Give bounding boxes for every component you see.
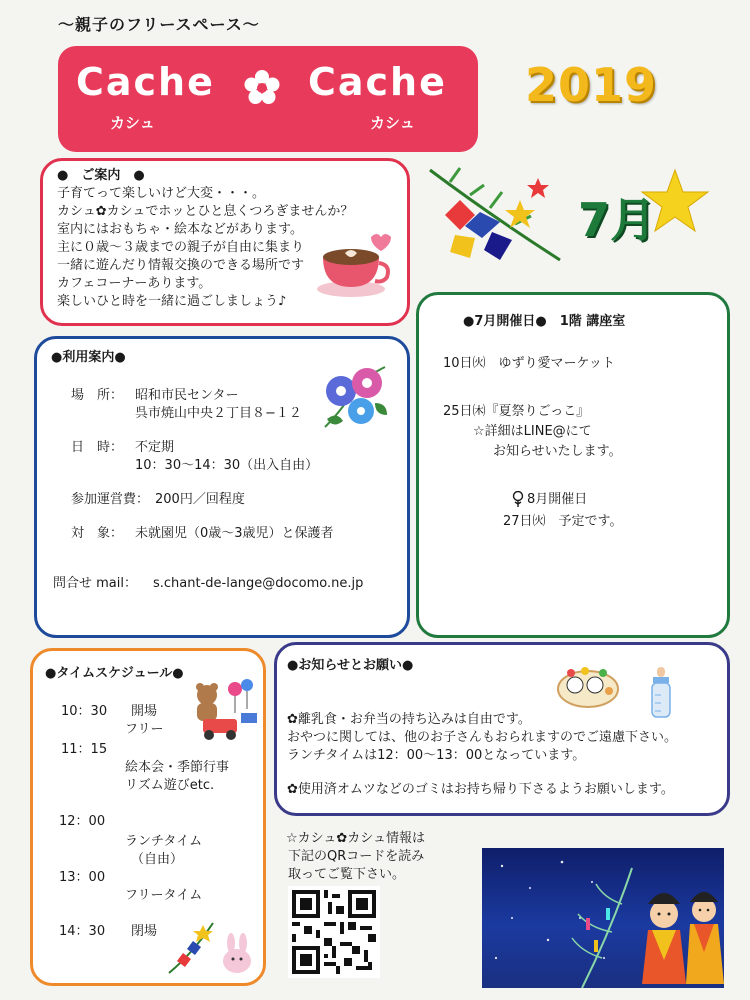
address-value: 呉市焼山中央２丁目８−１２ xyxy=(135,406,302,421)
schedule-time: 14：30 xyxy=(59,924,106,939)
contact-email[interactable]: s.chant-de-lange@docomo.ne.jp xyxy=(153,576,364,591)
contact-label: 問合せ mail： xyxy=(53,576,137,591)
next-month-date: 27日㈫ 予定です。 xyxy=(503,514,623,529)
schedule-item: 絵本会・季節行事 xyxy=(125,760,230,775)
time-label: 日 時： xyxy=(71,440,124,455)
event-2: 25日㈭『夏祭りごっこ』 xyxy=(443,404,590,419)
coffee-cup-icon xyxy=(315,233,395,299)
target-value: 未就園児（0歳〜3歳児）と保護者 xyxy=(135,526,334,541)
page-subtitle: 〜親子のフリースペース〜 xyxy=(58,15,260,34)
notice-panel xyxy=(274,642,730,816)
schedule-item: フリータイム xyxy=(125,888,203,903)
fee-value: 200円／回程度 xyxy=(155,492,245,507)
toys-icon xyxy=(189,679,261,741)
schedule-item: ランチタイム xyxy=(125,834,203,849)
year-label: 2019 xyxy=(525,58,658,112)
usage-panel xyxy=(34,336,410,638)
event-1: 10日㈫ ゆずり愛マーケット xyxy=(443,356,615,371)
schedule-time: 12：00 xyxy=(59,814,106,829)
banner-kana-right: カシュ xyxy=(370,114,415,132)
schedule-title: ●タイムスケジュール● xyxy=(45,666,184,681)
next-month-title: 8月開催日 xyxy=(527,492,588,507)
schedule-time: 11：15 xyxy=(61,742,108,757)
event-2-note-1: ☆詳細はLINE@にて xyxy=(473,424,592,439)
info-line: 主に０歳〜３歳までの親子が自由に集まり xyxy=(57,240,305,255)
schedule-time: 10：30 xyxy=(61,704,108,719)
tanabata-night-illustration xyxy=(482,848,724,988)
schedule-panel xyxy=(30,648,266,986)
info-line: カシュ✿カシュでホッとひと息くつろぎませんか？ xyxy=(57,204,354,219)
place-value: 昭和市民センター xyxy=(135,388,239,403)
fee-label: 参加運営費： xyxy=(71,492,150,507)
time-value: 不定期 xyxy=(135,440,175,455)
banner-word-right: Cache xyxy=(308,60,447,104)
hours-value: 10：30〜14：30（出入自由） xyxy=(135,458,319,473)
qr-text: ☆カシュ✿カシュ情報は xyxy=(286,831,426,846)
schedule-item: フリー xyxy=(125,722,164,737)
events-panel xyxy=(416,292,730,638)
notice-line: ✿使用済オムツなどのゴミはお持ち帰り下さるようお願いします。 xyxy=(287,782,674,797)
info-panel xyxy=(40,158,410,326)
schedule-item: （自由） xyxy=(131,852,184,867)
notice-line: おやつに関しては、他のお子さんもおられますのでご遠慮下さい。 xyxy=(287,730,678,745)
notice-title: ●お知らせとお願い● xyxy=(287,658,414,673)
morning-glory-icon xyxy=(315,357,395,437)
title-banner xyxy=(58,46,478,152)
usage-title: ●利用案内● xyxy=(51,350,126,365)
events-title: ●7月開催日● 1階 講座室 xyxy=(463,314,626,329)
flower-icon xyxy=(244,70,280,106)
schedule-item: 開場 xyxy=(131,704,158,719)
qr-text: 下記のQRコードを読み xyxy=(288,849,425,864)
qr-code-icon[interactable] xyxy=(288,886,380,978)
info-line: 室内にはおもちゃ・絵本などがあります。 xyxy=(57,222,303,237)
info-line: 一緒に遊んだり情報交換のできる場所です xyxy=(57,258,305,273)
schedule-item: 閉場 xyxy=(131,924,158,939)
info-line: 楽しいひと時を一緒に過ごしましょう♪ xyxy=(57,294,287,309)
place-label: 場 所： xyxy=(71,388,124,403)
schedule-time: 13：00 xyxy=(59,870,106,885)
baby-bottle-icon xyxy=(647,665,675,721)
info-title: ● ご案内 ● xyxy=(57,168,145,183)
month-label: 7月 xyxy=(578,193,657,247)
tanabata-bamboo-icon xyxy=(420,160,570,270)
banner-kana-left: カシュ xyxy=(110,114,155,132)
schedule-item: リズム遊びetc. xyxy=(125,778,215,793)
banner-word-left: Cache xyxy=(76,60,215,104)
qr-text: 取ってご覧下さい。 xyxy=(288,867,406,882)
info-line: カフェコーナーあります。 xyxy=(57,276,212,291)
notice-line: ✿離乳食・お弁当の持ち込みは自由です。 xyxy=(287,712,531,727)
notice-line: ランチタイムは12：00〜13：00となっています。 xyxy=(287,748,586,763)
flower-icon xyxy=(511,491,525,507)
bento-icon xyxy=(555,661,621,711)
event-2-note-2: お知らせいたします。 xyxy=(493,444,622,459)
tanabata-bamboo-icon xyxy=(163,913,259,979)
info-line: 子育てって楽しいけど大変・・・。 xyxy=(57,186,266,201)
target-label: 対 象： xyxy=(71,526,124,541)
